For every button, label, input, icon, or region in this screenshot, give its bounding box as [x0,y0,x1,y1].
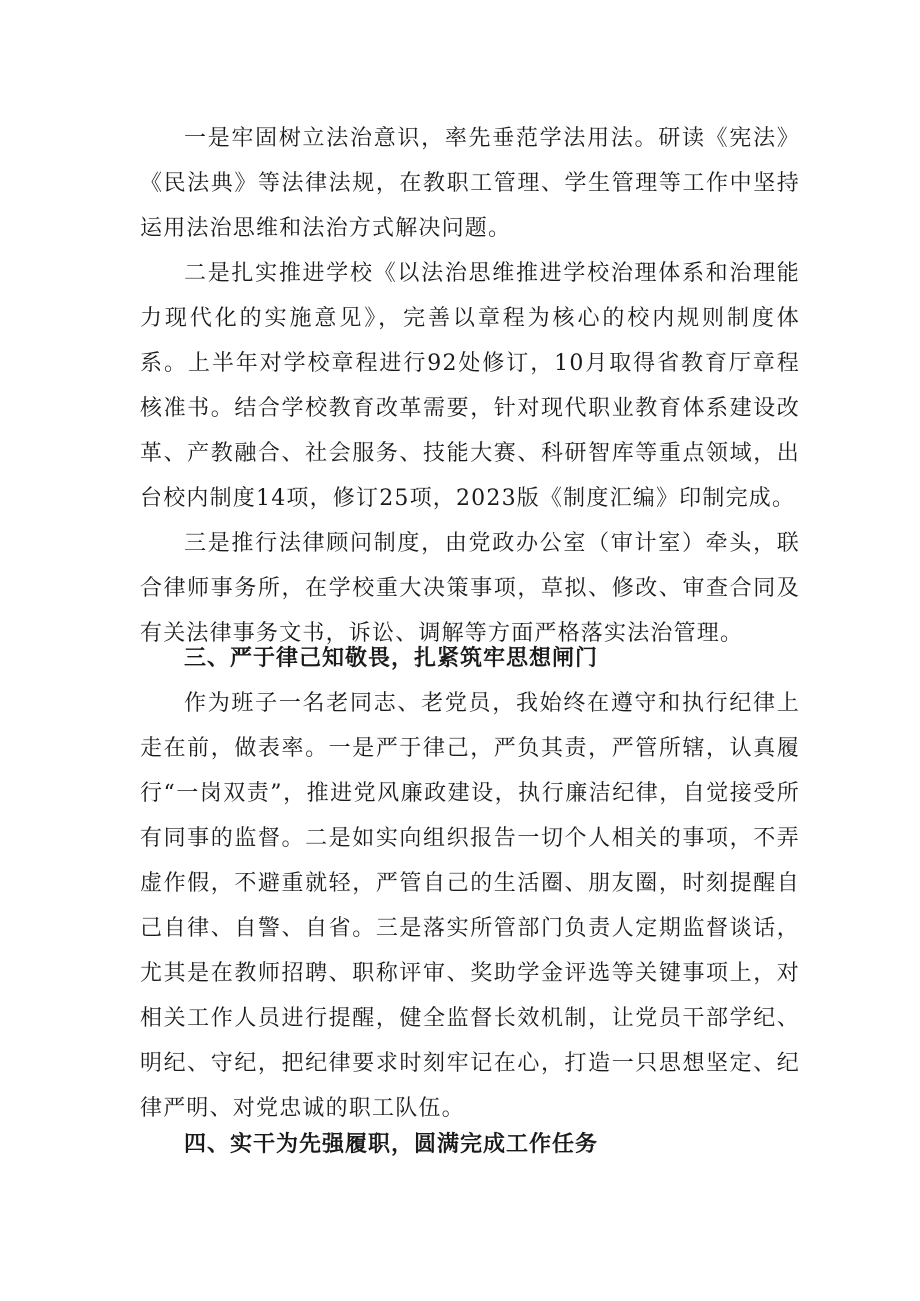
paragraph-legal-counsel: 三是推行法律顾问制度，由党政办公室（审计室）牵头，联合律师事务所，在学校重大决策事项，草拟、修改、审查合同及有关法律事务文书，诉讼、调解等方面严格落实法治管理。 [140,531,800,646]
paragraph-school-governance: 二是扎实推进学校《以法治思维推进学校治理体系和治理能力现代化的实施意见》，完善以章程为核心的校内规则制度体系。上半年对学校章程进行92处修订，10月取得省教育厅章程核准书。结合学校教育改革需要，针对现代职业教育体系建设改革、产教融合、社会服务、技能大赛、科研智库等重点领域，出台校内制度14项，修订25项，2023版《制度汇编》印制完成。 [140,261,800,511]
section-heading-discipline: 三、严于律己知敬畏，扎紧筑牢思想闸门 [184,646,599,671]
paragraph-discipline-body: 作为班子一名老同志、老党员，我始终在遵守和执行纪律上走在前，做表率。一是严于律己，严负其责，严管所辖，认真履行“一岗双责”，推进党风廉政建设，执行廉洁纪律，自觉接受所有同事的监督。二是如实向组织报告一切个人相关的事项，不弄虚作假，不避重就轻，严管自己的生活圈、朋友圈，时刻提醒自己自律、自警、自省。三是落实所管部门负责人定期监督谈话，尤其是在教师招聘、职称评审、奖助学金评选等关键事项上，对相关工作人员进行提醒，健全监督长效机制，让党员干部学纪、明纪、守纪，把纪律要求时刻牢记在心，打造一只思想坚定、纪律严明、对党忠诚的职工队伍。 [140,691,800,1121]
paragraph-rule-of-law-awareness: 一是牢固树立法治意识，率先垂范学法用法。研读《宪法》《民法典》等法律法规，在教职工管理、学生管理等工作中坚持运用法治思维和法治方式解决问题。 [140,126,800,241]
section-heading-performance: 四、实干为先强履职，圆满完成工作任务 [184,1132,599,1157]
